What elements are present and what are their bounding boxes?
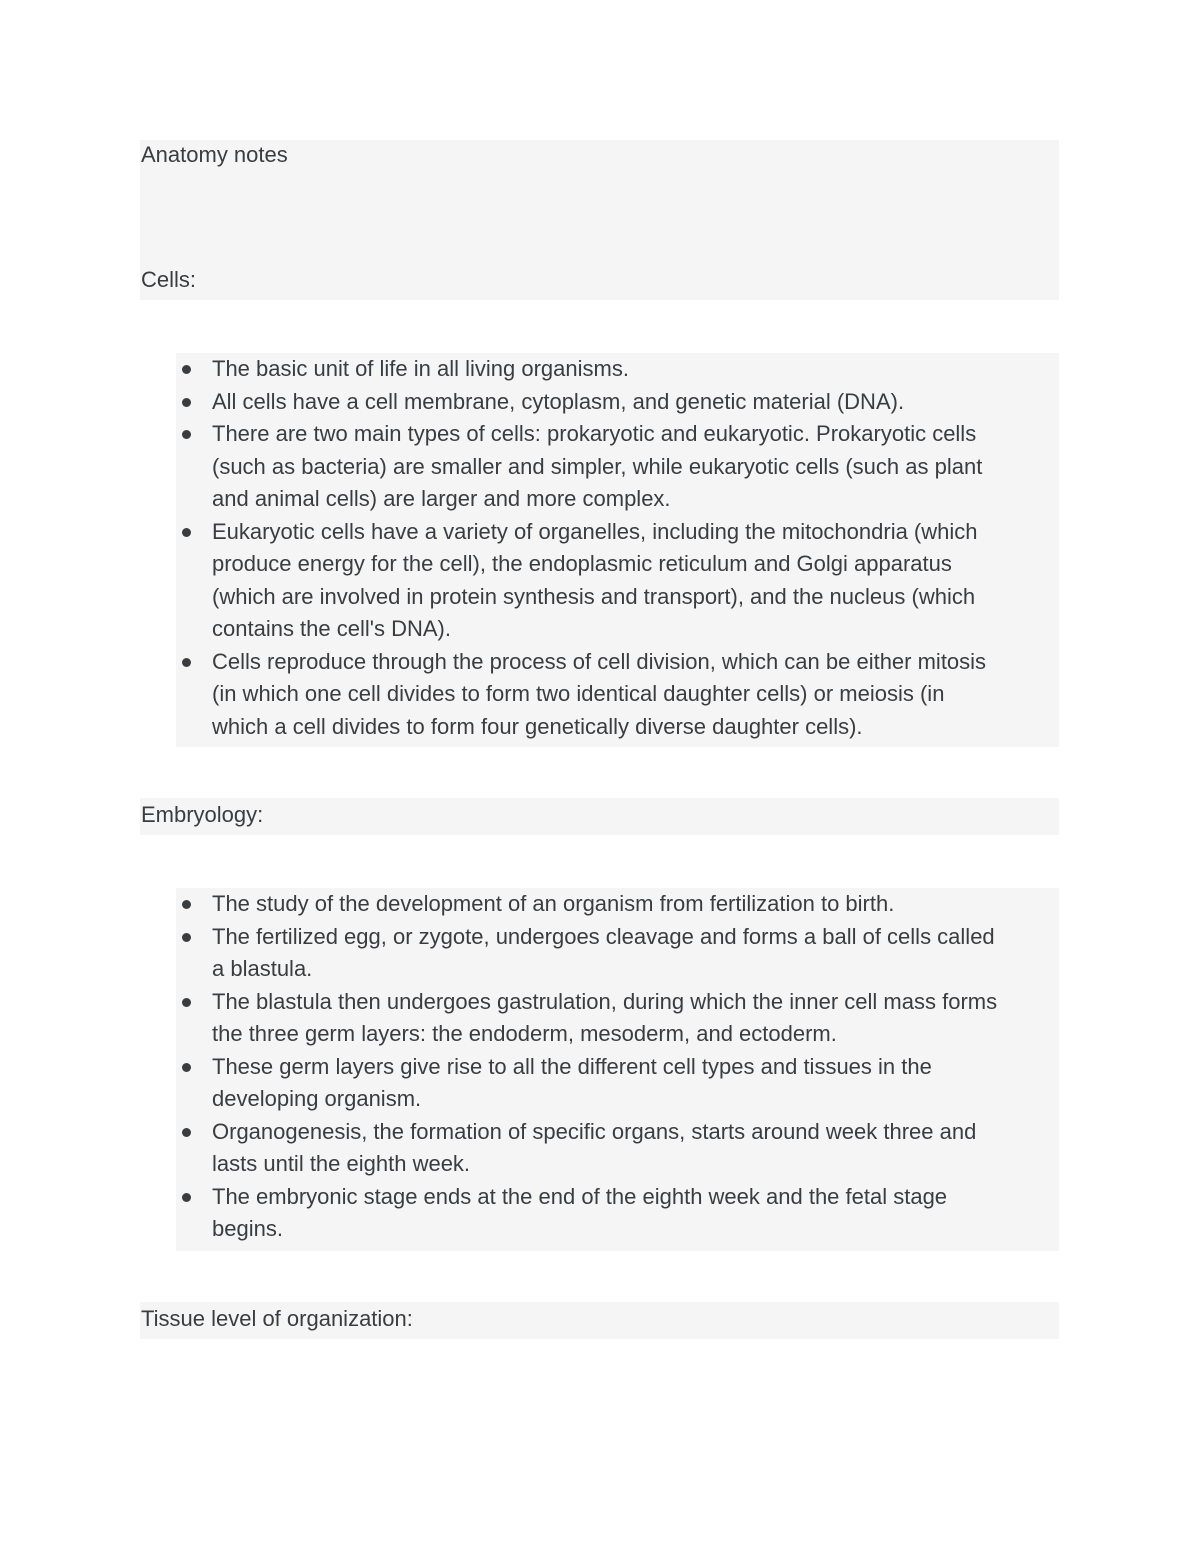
list-item-text: begins.: [212, 1216, 283, 1241]
list-item-text: contains the cell's DNA).: [212, 616, 451, 641]
list-item: [178, 646, 986, 744]
list-item-text: developing organism.: [212, 1086, 422, 1111]
list-item-text: (in which one cell divides to form two identical daughter cells) or meiosis (in: [212, 681, 945, 706]
bullet-dot-icon: [182, 998, 191, 1007]
list-item-text: These germ layers give rise to all the different cell types and tissues in the: [212, 1053, 932, 1079]
bullet-dot-icon: [182, 528, 191, 537]
list-item-text: There are two main types of cells: prokaryotic and eukaryotic. Prokaryotic cells: [212, 421, 977, 446]
bullet-dot-icon: [182, 900, 191, 909]
list-item-text: Eukaryotic cells have a variety of organelles, including the mitochondria (which: [212, 518, 978, 544]
bullet-dot-icon: [182, 365, 191, 374]
list-item: [178, 888, 997, 921]
document-title: Anatomy notes: [141, 142, 288, 167]
list-item: [178, 1181, 997, 1246]
list-item-text: a blastula.: [212, 956, 313, 981]
list-item-text: (such as bacteria) are smaller and simpler, while eukaryotic cells (such as plant: [212, 453, 983, 479]
bullet-dot-icon: [182, 1063, 191, 1072]
list-item: [178, 418, 986, 516]
bullet-dot-icon: [182, 430, 191, 439]
embryology-heading-block: [140, 798, 1059, 835]
bullet-dot-icon: [182, 1193, 191, 1202]
list-item: [178, 921, 997, 986]
bullet-dot-icon: [182, 658, 191, 667]
list-item: [178, 353, 986, 386]
list-item-text: All cells have a cell membrane, cytoplasm, and genetic material (DNA).: [212, 388, 905, 414]
list-item-text: the three germ layers: the endoderm, mesoderm, and ectoderm.: [212, 1021, 837, 1046]
cells-bullet-list: [178, 353, 986, 743]
list-item-text: which a cell divides to form four genetically diverse daughter cells).: [212, 713, 863, 739]
list-item-text: The blastula then undergoes gastrulation, during which the inner cell mass forms: [212, 988, 998, 1014]
list-item-text: The study of the development of an organism from fertilization to birth.: [212, 891, 895, 916]
list-item: [178, 986, 997, 1051]
list-item-text: and animal cells) are larger and more complex.: [212, 486, 671, 511]
list-item-text: The basic unit of life in all living organisms.: [212, 356, 629, 381]
bullet-dot-icon: [182, 933, 191, 942]
list-item-text: The fertilized egg, or zygote, undergoes cleavage and forms a ball of cells called: [212, 923, 995, 949]
list-item-text: The embryonic stage ends at the end of the eighth week and the fetal stage: [212, 1183, 948, 1209]
bullet-dot-icon: [182, 1128, 191, 1137]
list-item-text: Cells reproduce through the process of cell division, which can be either mitosis: [212, 648, 987, 674]
list-item-text: lasts until the eighth week.: [212, 1151, 471, 1176]
list-item: [178, 1116, 997, 1181]
list-item-text: Organogenesis, the formation of specific organs, starts around week three and: [212, 1118, 977, 1144]
list-item: [178, 516, 986, 646]
list-item: [178, 1051, 997, 1116]
list-item-text: produce energy for the cell), the endoplasmic reticulum and Golgi apparatus: [212, 551, 952, 576]
section-heading-embryology: Embryology:: [141, 802, 264, 827]
section-heading-cells: Cells:: [141, 267, 197, 292]
bullet-dot-icon: [182, 398, 191, 407]
list-item: [178, 386, 986, 419]
list-item-text: (which are involved in protein synthesis and transport), and the nucleus (which: [212, 583, 976, 609]
embryology-bullet-list: [178, 888, 997, 1246]
section-heading-tissue: Tissue level of organization:: [141, 1306, 413, 1331]
